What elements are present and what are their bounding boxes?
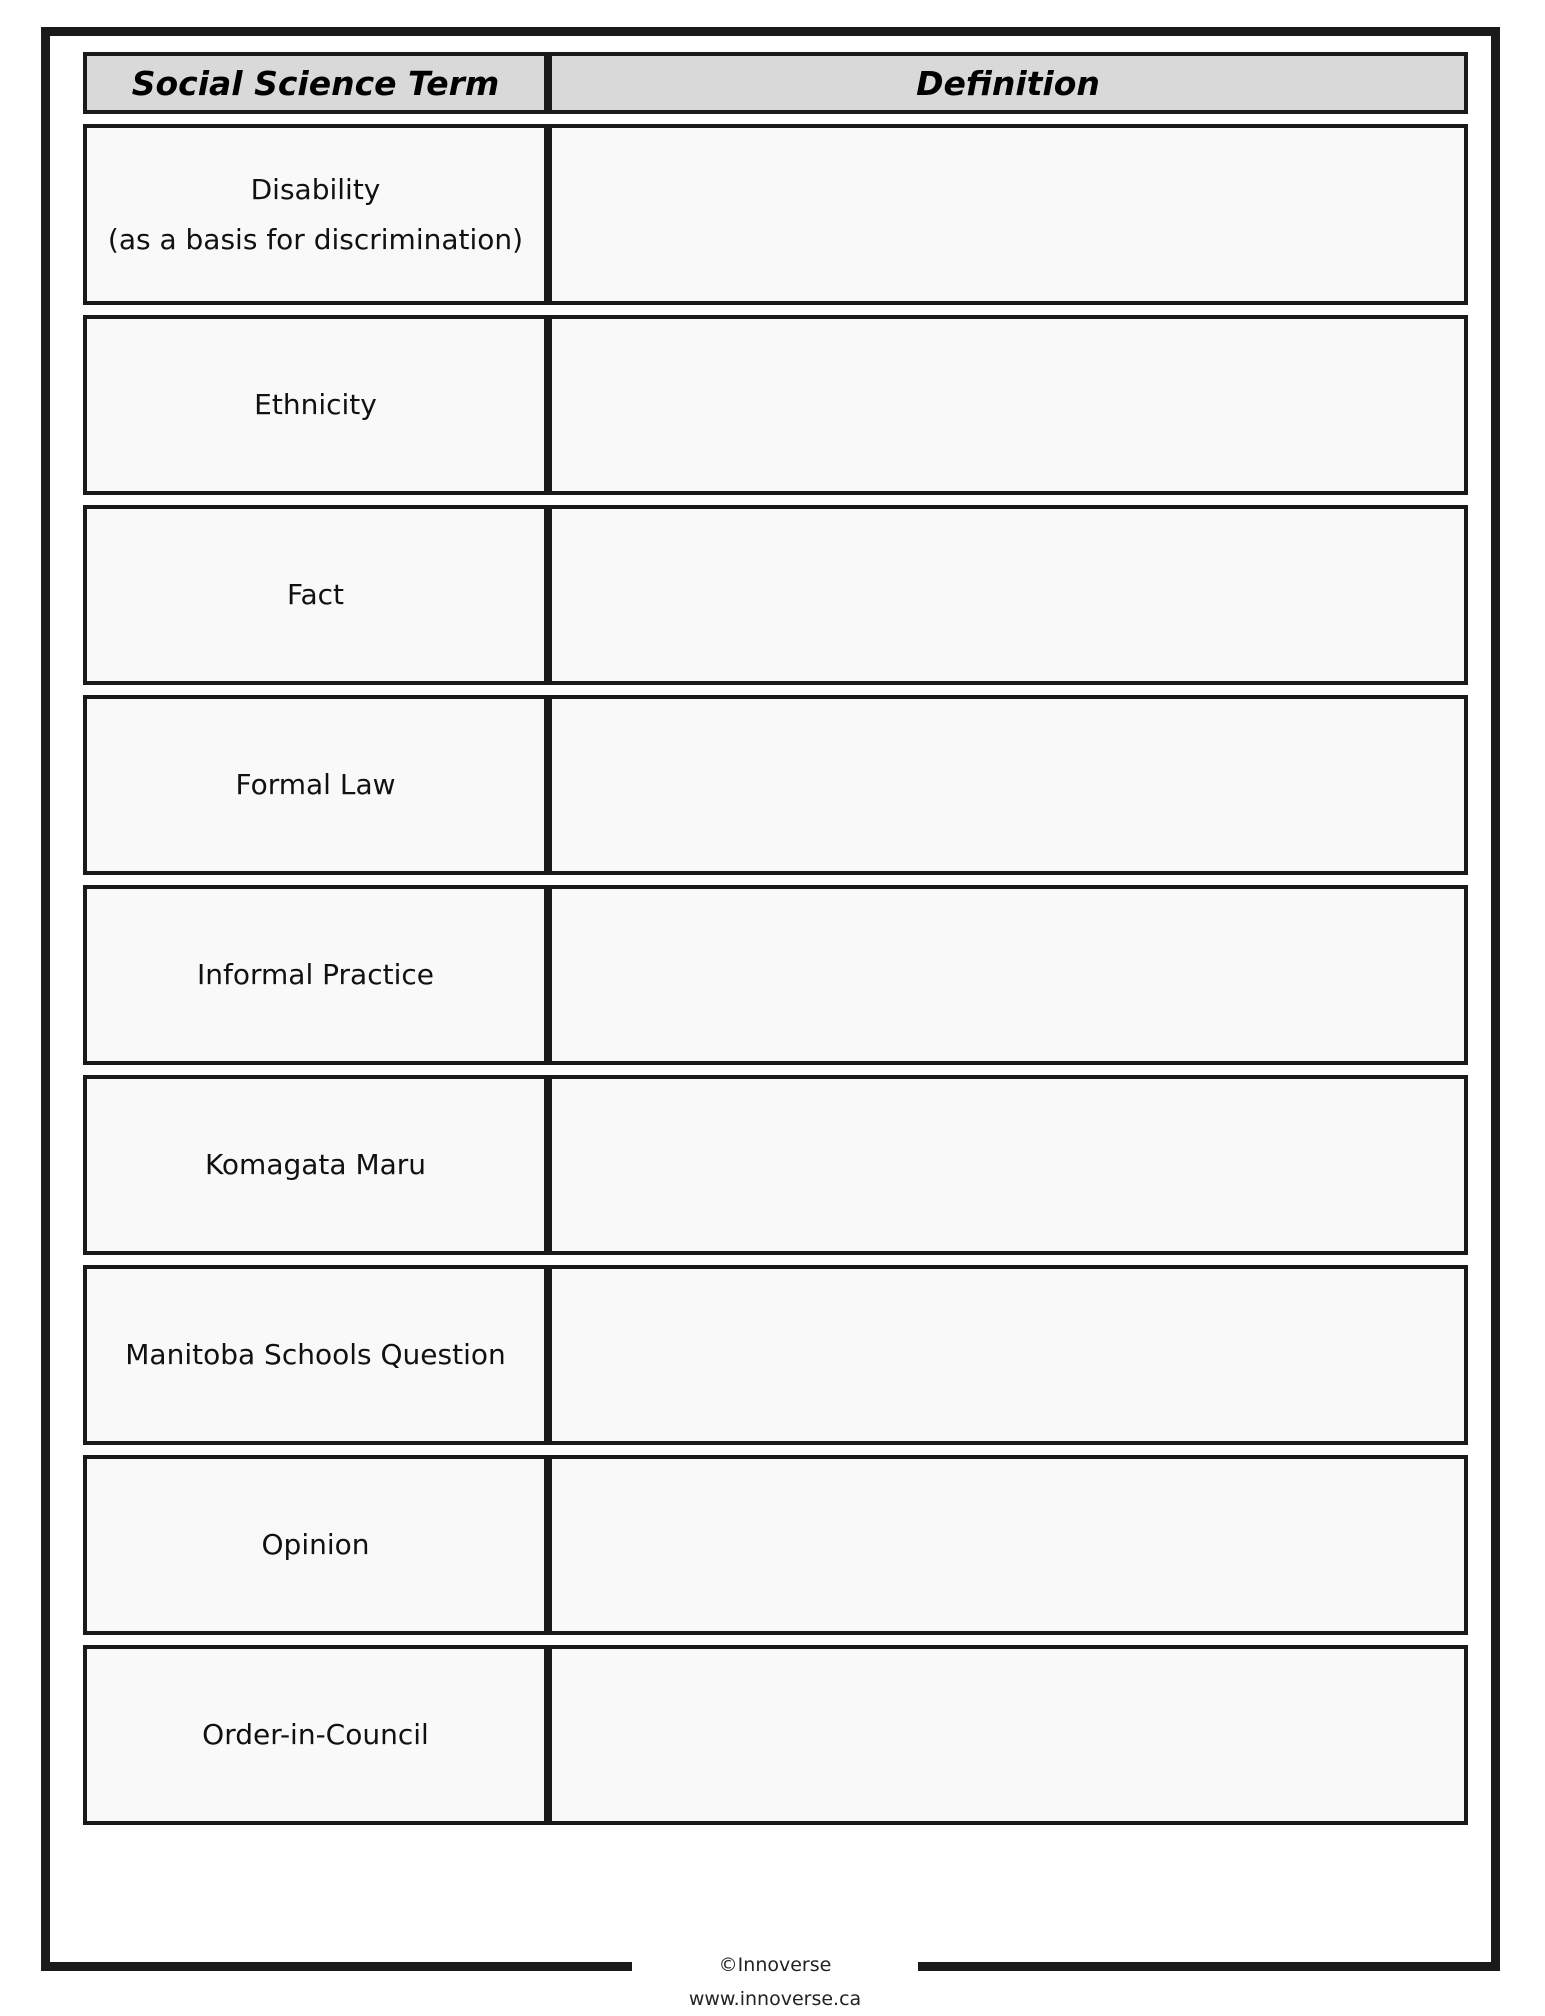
term-label: Opinion	[261, 1528, 370, 1561]
term-label-sub: (as a basis for discrimination)	[107, 222, 524, 256]
term-label: Fact	[286, 578, 345, 611]
footer-credit	[632, 1948, 918, 2010]
definition-field-manitoba-schools-question[interactable]	[546, 1265, 1468, 1445]
term-label: Komagata Maru	[204, 1148, 427, 1181]
header-term	[83, 52, 548, 114]
definition-field-formal-law[interactable]	[546, 695, 1468, 875]
term-label: Informal Practice	[197, 958, 434, 991]
term-cell-order-in-council	[83, 1645, 548, 1825]
definition-field-disability[interactable]	[546, 124, 1468, 305]
header-definition	[546, 52, 1468, 114]
term-label: Disability	[250, 172, 381, 206]
term-label: Manitoba Schools Question	[125, 1338, 506, 1371]
definition-field-ethnicity[interactable]	[546, 315, 1468, 495]
term-cell-informal-practice	[83, 885, 548, 1065]
definition-field-informal-practice[interactable]	[546, 885, 1468, 1065]
definition-field-opinion[interactable]	[546, 1455, 1468, 1635]
term-cell-formal-law	[83, 695, 548, 875]
term-cell-manitoba-schools-question	[83, 1265, 548, 1445]
term-cell-opinion	[83, 1455, 548, 1635]
term-label: Ethnicity	[254, 388, 377, 421]
definition-field-fact[interactable]	[546, 505, 1468, 685]
term-cell-ethnicity	[83, 315, 548, 495]
header-term-label: Social Science Term	[131, 63, 500, 103]
header-definition-label: Definition	[916, 63, 1100, 103]
footer-credit-text: ©Innoverse www.innoverse.ca	[688, 1954, 862, 2010]
term-cell-fact	[83, 505, 548, 685]
term-cell-komagata-maru	[83, 1075, 548, 1255]
definition-field-order-in-council[interactable]	[546, 1645, 1468, 1825]
term-label: Formal Law	[235, 768, 396, 801]
term-label: Order-in-Council	[202, 1718, 429, 1751]
term-cell-disability	[83, 124, 548, 305]
definition-field-komagata-maru[interactable]	[546, 1075, 1468, 1255]
